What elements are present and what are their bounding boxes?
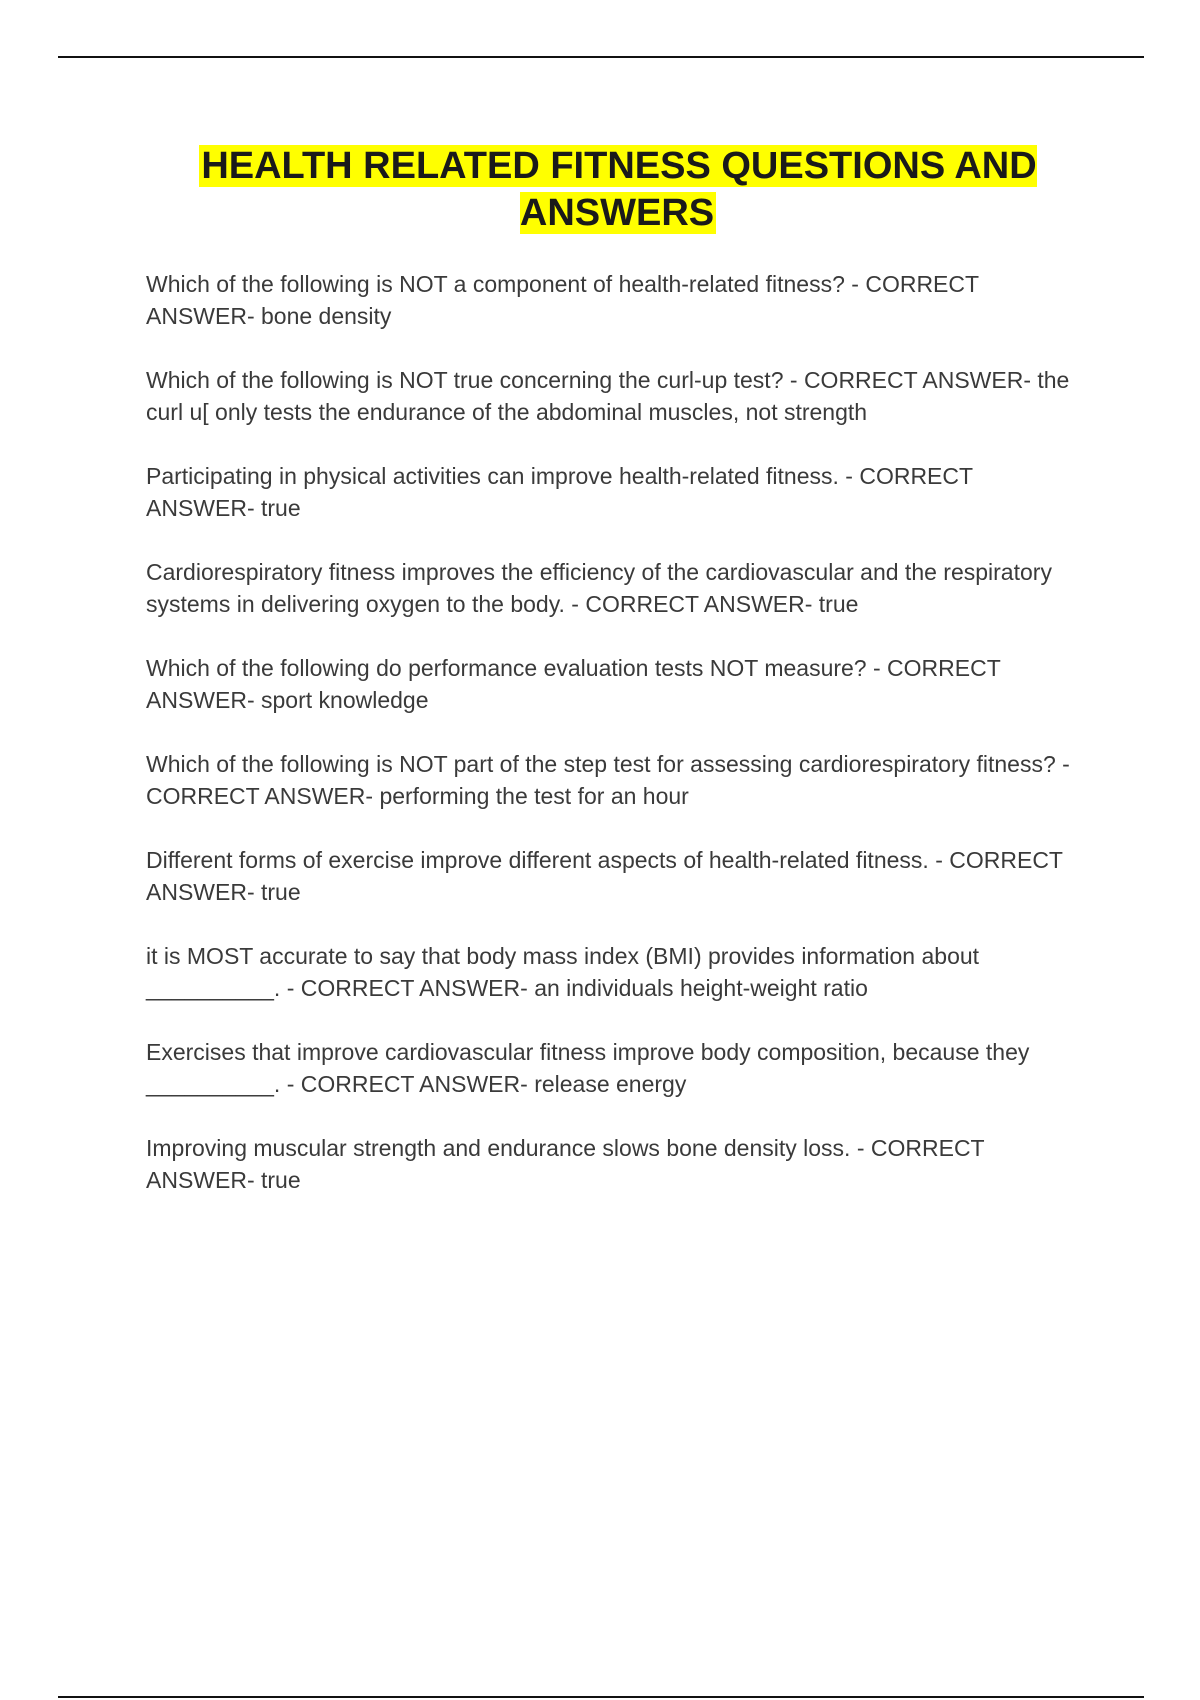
answer-text: an individuals height-weight ratio bbox=[534, 975, 868, 1001]
question-text: Which of the following is NOT true concerning the curl-up test? bbox=[146, 367, 784, 393]
answer-text: true bbox=[261, 495, 301, 521]
title-highlight: HEALTH RELATED FITNESS QUESTIONS AND ANSWERS bbox=[201, 145, 1037, 234]
answer-separator: - CORRECT ANSWER- bbox=[146, 847, 1063, 905]
answer-separator: - CORRECT ANSWER- bbox=[146, 271, 979, 329]
question-text: Which of the following is NOT part of the step test for assessing cardiorespiratory fitness? bbox=[146, 751, 1056, 777]
qa-item bbox=[146, 268, 1086, 332]
qa-item bbox=[146, 1036, 1086, 1100]
qa-item bbox=[146, 748, 1086, 812]
question-text: Improving muscular strength and endurance slows bone density loss. bbox=[146, 1135, 851, 1161]
top-rule bbox=[58, 56, 1144, 58]
answer-text: bone density bbox=[261, 303, 392, 329]
answer-separator: - CORRECT ANSWER- bbox=[280, 975, 535, 1001]
page-title bbox=[150, 143, 1086, 237]
qa-item bbox=[146, 556, 1086, 620]
question-text: Different forms of exercise improve different aspects of health-related fitness. bbox=[146, 847, 929, 873]
qa-list bbox=[146, 268, 1086, 1228]
question-text: Which of the following do performance evaluation tests NOT measure? bbox=[146, 655, 867, 681]
answer-text: true bbox=[261, 879, 301, 905]
answer-text: sport knowledge bbox=[261, 687, 429, 713]
answer-separator: - CORRECT ANSWER- bbox=[146, 751, 1070, 809]
answer-separator: - CORRECT ANSWER- bbox=[783, 367, 1038, 393]
qa-item bbox=[146, 940, 1086, 1004]
question-text: Cardiorespiratory fitness improves the efficiency of the cardiovascular and the respiratory systems in delivering oxygen to the body. bbox=[146, 559, 1052, 617]
question-text: Participating in physical activities can improve health-related fitness. bbox=[146, 463, 839, 489]
answer-text: release energy bbox=[534, 1071, 687, 1097]
bottom-rule bbox=[58, 1696, 1144, 1698]
answer-separator: - CORRECT ANSWER- bbox=[280, 1071, 535, 1097]
answer-separator: - CORRECT ANSWER- bbox=[146, 463, 973, 521]
question-text: Exercises that improve cardiovascular fitness improve body composition, because they __________. bbox=[146, 1039, 1030, 1097]
qa-item bbox=[146, 652, 1086, 716]
question-text: it is MOST accurate to say that body mass index (BMI) provides information about __________. bbox=[146, 943, 980, 1001]
question-text: Which of the following is NOT a component of health-related fitness? bbox=[146, 271, 845, 297]
answer-separator: - CORRECT ANSWER- bbox=[146, 1135, 985, 1193]
answer-text: true bbox=[818, 591, 859, 617]
answer-separator: - CORRECT ANSWER- bbox=[564, 591, 819, 617]
qa-item bbox=[146, 460, 1086, 524]
qa-item bbox=[146, 364, 1086, 428]
answer-text: the curl u[ only tests the endurance of the abdominal muscles, not strength bbox=[146, 367, 1070, 425]
answer-separator: - CORRECT ANSWER- bbox=[146, 655, 1001, 713]
qa-item bbox=[146, 844, 1086, 908]
answer-text: true bbox=[261, 1167, 301, 1193]
answer-text: performing the test for an hour bbox=[379, 783, 689, 809]
qa-item bbox=[146, 1132, 1086, 1196]
